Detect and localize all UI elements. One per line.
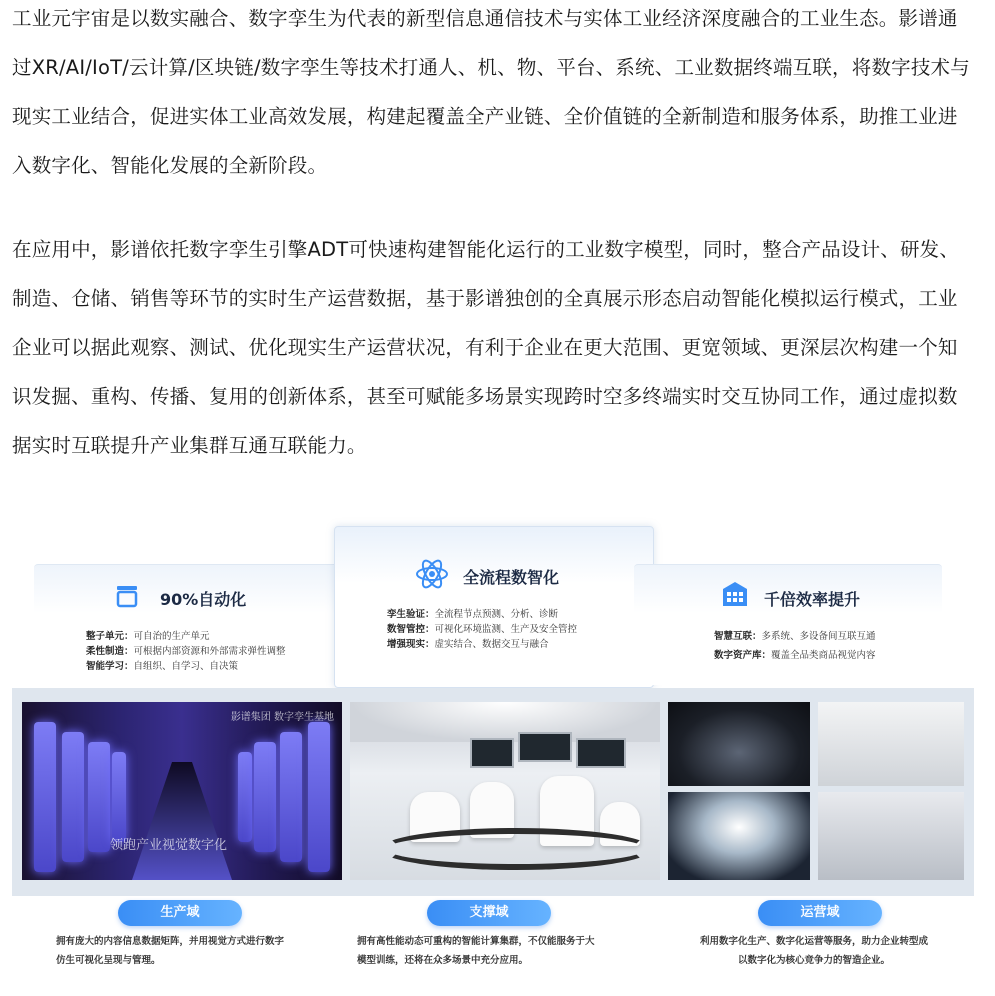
atom-icon [415, 557, 449, 595]
card-title: 90%自动化 [160, 590, 247, 609]
card-lines: 智慧互联：多系统、多设备间互联互通 数字资产库：覆盖全品类商品视觉内容 [714, 631, 876, 661]
card-title: 全流程数智化 [463, 568, 560, 587]
photo-band [12, 688, 974, 896]
domain-pill-production: 生产域 [118, 900, 242, 926]
domain-desc-production: 拥有庞大的内容信息数据矩阵，并用视觉方式进行数字 仿生可视化呈现与管理。 [56, 936, 285, 966]
card-automation [34, 564, 344, 685]
control-room-photo [818, 702, 964, 786]
card-efficiency [634, 564, 942, 685]
exhibition-hall-photo [668, 792, 810, 880]
box-icon [114, 583, 140, 613]
article-paragraph-2: 在应用中，影谱依托数字孪生引擎ADT可快速构建智能化运行的工业数字模型，同时，整合产品设计、研发、制造、仓储、销售等环节的实时生产运营数据，基于影谱独创的全真展示形态启动智能化模拟运行模式，工业企业可以据此观察、测试、优化现实生产运营状况，有利于企业在更大范围、更宽领域、更深层次构建一个知识发掘、重构、传播、复用的创新体系，甚至可赋能多场景实现跨时空多终端实时交互协同工作，通过虚拟数据实时互联提升产业集群互通互联能力。 [12, 238, 960, 457]
datacenter-photo [22, 702, 342, 880]
card-lines: 整子单元：可自治的生产单元 柔性制造：可根据内部资源和外部需求弹性调整 智能学习：自组织、自学习、自决策 [86, 631, 286, 672]
card-lines: 孪生验证：全流程节点预测、分析、诊断 数智管控：可视化环境监测、生产及安全管控 增强现实：虚实结合、数据交互与融合 [387, 609, 578, 650]
datacenter-caption-top: 影谱集团 数字孪生基地 [230, 712, 334, 723]
card-title: 千倍效率提升 [764, 590, 861, 609]
industrial-metaverse-infographic [12, 520, 974, 996]
domain-desc-support: 拥有高性能动态可重构的智能计算集群，不仅能服务于大 模型训练，还将在众多场景中充分应用。 [357, 936, 595, 966]
showroom-photo [350, 702, 660, 880]
domain-pill-operation: 运营域 [758, 900, 882, 926]
vr-room-photo [668, 702, 810, 786]
article-paragraph-1: 工业元宇宙是以数实融合、数字孪生为代表的新型信息通信技术与实体工业经济深度融合的工业生态。影谱通过XR/AI/IoT/云计算/区块链/数字孪生等技术打通人、机、物、平台、系统、工业数据终端互联，将数字技术与现实工业结合，促进实体工业高效发展，构建起覆盖全产业链、全价值链的全新制造和服务体系，助推工业进入数字化、智能化发展的全新阶段。 [12, 7, 970, 177]
domain-desc-operation: 利用数字化生产、数字化运营等服务，助力企业转型成 以数字化为核心竞争力的智造企业。 [700, 936, 929, 966]
domain-pill-support: 支撑域 [427, 900, 551, 926]
robot-lab-photo [818, 792, 964, 880]
card-full-process [334, 526, 654, 688]
datacenter-caption-bottom: 领跑产业视觉数字化 [110, 838, 228, 853]
building-icon [720, 579, 750, 613]
